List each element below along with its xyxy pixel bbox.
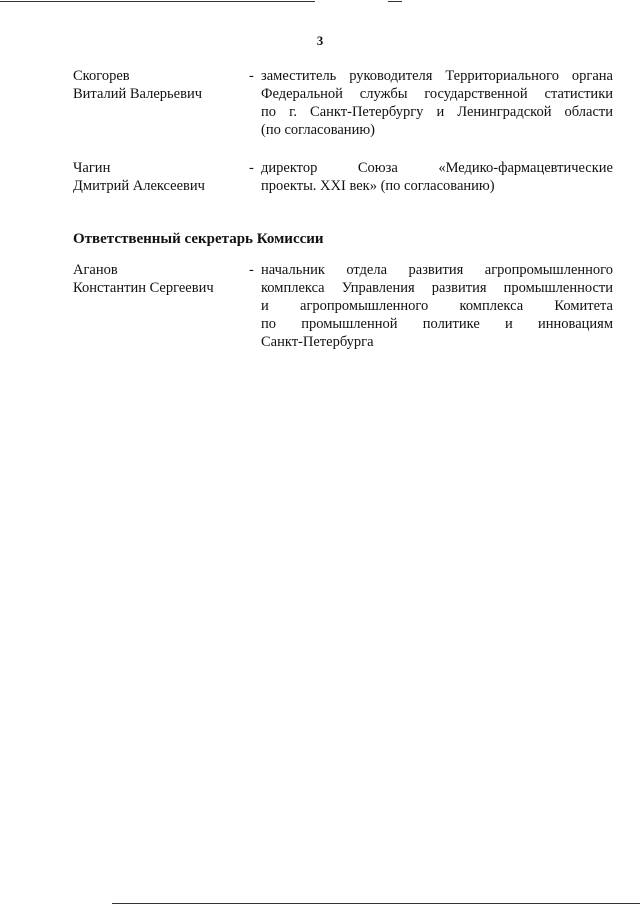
member-entry — [73, 159, 613, 195]
secretary-name — [73, 261, 243, 297]
member-position — [261, 67, 613, 139]
secretary-position — [261, 261, 613, 351]
page-number: 3 — [316, 33, 324, 48]
member-name — [73, 67, 243, 103]
scan-edge-line-top-short — [388, 1, 402, 2]
position-line: (по согласованию) — [261, 122, 375, 138]
separator-dash: - — [249, 262, 254, 278]
scan-edge-line-top — [0, 1, 315, 2]
position-line: Санкт-Петербурга — [261, 334, 374, 350]
position-line: заместитель руководителя Территориального органа — [261, 68, 613, 84]
separator-dash: - — [249, 160, 254, 176]
position-line: комплекса Управления развития промышленности — [261, 280, 613, 296]
member-surname: Чагин — [73, 160, 111, 176]
position-line: и агропромышленного комплекса Комитета — [261, 298, 613, 314]
position-line: проекты. XXI век» (по согласованию) — [261, 178, 495, 194]
section-heading: Ответственный секретарь Комиссии — [73, 231, 324, 247]
scan-edge-line-bottom — [112, 903, 640, 904]
member-given-names: Виталий Валерьевич — [73, 86, 202, 102]
member-surname: Скогорев — [73, 68, 130, 84]
member-given-names: Дмитрий Алексеевич — [73, 178, 205, 194]
member-position — [261, 159, 613, 195]
position-line: директор Союза «Медико-фармацевтические — [261, 160, 613, 176]
member-entry — [73, 67, 613, 139]
secretary-given-names: Константин Сергеевич — [73, 280, 214, 296]
secretary-surname: Аганов — [73, 262, 118, 278]
member-name — [73, 159, 243, 195]
position-line: Федеральной службы государственной статистики — [261, 86, 613, 102]
position-line: по г. Санкт-Петербургу и Ленинградской области — [261, 104, 613, 120]
separator-dash: - — [249, 68, 254, 84]
position-line: начальник отдела развития агропромышленного — [261, 262, 613, 278]
position-line: по промышленной политике и инновациям — [261, 316, 613, 332]
secretary-entry — [73, 261, 613, 351]
